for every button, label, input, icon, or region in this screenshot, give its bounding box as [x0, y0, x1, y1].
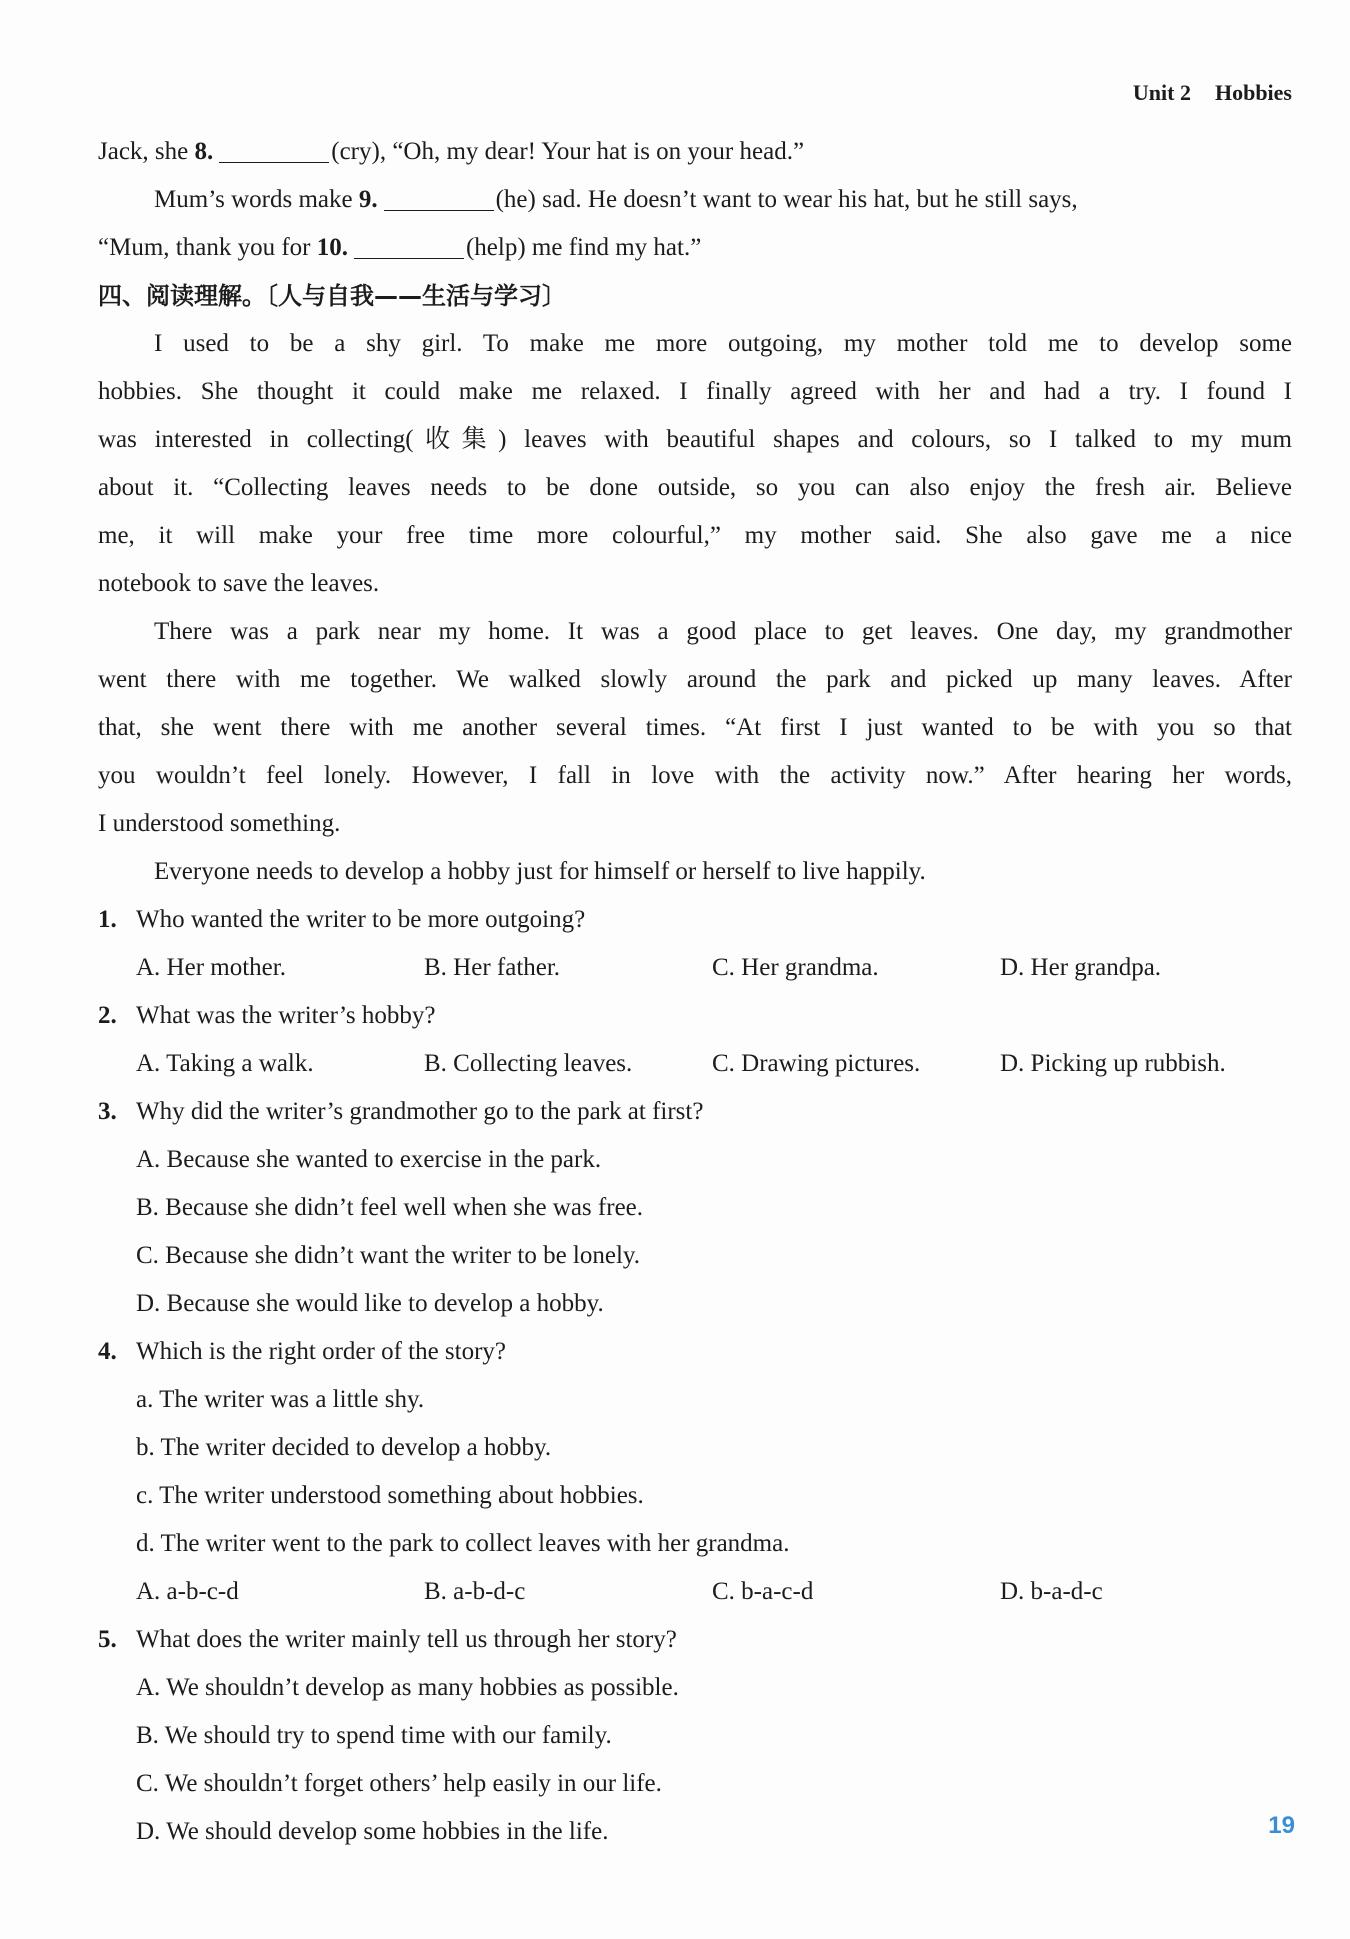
page-header [1133, 80, 1292, 106]
passage-line: about it. “Collecting leaves needs to be done outside, so you can also enjoy the fresh air. Believe [98, 474, 1292, 501]
option-c[interactable]: C. b-a-c-d [712, 1578, 814, 1605]
option-d[interactable]: D. Picking up rubbish. [1000, 1050, 1226, 1077]
option-a[interactable]: A. We shouldn’t develop as many hobbies as possible. [136, 1674, 679, 1701]
question-2-options [98, 1040, 1292, 1088]
option-b[interactable]: B. Because she didn’t feel well when she was free. [136, 1194, 644, 1221]
option-b[interactable]: B. a-b-d-c [424, 1578, 526, 1605]
passage-line: notebook to save the leaves. [98, 570, 380, 597]
cloze-text: (he) sad. He doesn’t want to wear his hat, but he still says, [495, 186, 1078, 213]
blank-number: 8. [194, 138, 214, 165]
option-b[interactable]: B. Collecting leaves. [424, 1050, 633, 1077]
cloze-text: (help) me find my hat.” [465, 234, 702, 261]
question-text: What was the writer’s hobby? [136, 1002, 436, 1029]
option-a[interactable]: A. Taking a walk. [136, 1050, 314, 1077]
passage-line: hobbies. She thought it could make me relaxed. I finally agreed with her and had a try. I found I [98, 378, 1292, 405]
option-b[interactable]: B. We should try to spend time with our family. [136, 1722, 612, 1749]
event-d: d. The writer went to the park to collect leaves with her grandma. [136, 1530, 790, 1557]
passage-line: There was a park near my home. It was a good place to get leaves. One day, my grandmother [154, 618, 1292, 645]
option-a[interactable]: A. a-b-c-d [136, 1578, 239, 1605]
page-number: 19 [1268, 1812, 1295, 1839]
question-1-options [98, 944, 1292, 992]
passage-line: that, she went there with me another several times. “At first I just wanted to be with you so that [98, 714, 1292, 741]
option-d[interactable]: D. Her grandpa. [1000, 954, 1162, 981]
event-a: a. The writer was a little shy. [136, 1386, 425, 1413]
cloze-text: Mum’s words make [154, 186, 359, 213]
cloze-text: Jack, she [98, 138, 195, 165]
blank-number: 9. [358, 186, 378, 213]
question-text: Why did the writer’s grandmother go to the park at first? [136, 1098, 704, 1125]
option-d[interactable]: D. b-a-d-c [1000, 1578, 1103, 1605]
question-4 [98, 1328, 1292, 1376]
cloze-line [98, 128, 1292, 176]
question-number: 4. [98, 1338, 117, 1365]
question-text: Which is the right order of the story? [136, 1338, 507, 1365]
question-5 [98, 1616, 1292, 1664]
question-4-options [98, 1568, 1292, 1616]
section-title: 四、阅读理解。〔人与自我——生活与学习〕 [98, 282, 566, 310]
event-c: c. The writer understood something about hobbies. [136, 1482, 644, 1509]
passage-line: was interested in collecting(收集) leaves with beautiful shapes and colours, so I talked to my mum [98, 426, 1292, 453]
option-d[interactable]: D. Because she would like to develop a hobby. [136, 1290, 604, 1317]
event-b: b. The writer decided to develop a hobby. [136, 1434, 552, 1461]
blank-number: 10. [316, 234, 348, 261]
passage-line: Everyone needs to develop a hobby just for himself or herself to live happily. [154, 858, 926, 885]
cloze-line [98, 176, 1292, 224]
option-b[interactable]: B. Her father. [424, 954, 561, 981]
option-d[interactable]: D. We should develop some hobbies in the life. [136, 1818, 609, 1845]
answer-blank[interactable] [354, 230, 464, 259]
question-text: What does the writer mainly tell us through her story? [136, 1626, 677, 1653]
question-number: 5. [98, 1626, 117, 1653]
answer-blank[interactable] [384, 182, 494, 211]
cloze-text: (cry), “Oh, my dear! Your hat is on your head.” [331, 138, 805, 165]
option-c[interactable]: C. Drawing pictures. [712, 1050, 921, 1077]
passage-line: I used to be a shy girl. To make me more outgoing, my mother told me to develop some [154, 330, 1292, 357]
option-c[interactable]: C. Because she didn’t want the writer to be lonely. [136, 1242, 641, 1269]
question-3 [98, 1088, 1292, 1136]
cloze-text: “Mum, thank you for [98, 234, 317, 261]
question-number: 2. [98, 1002, 117, 1029]
option-c[interactable]: C. Her grandma. [712, 954, 879, 981]
question-number: 3. [98, 1098, 117, 1125]
option-c[interactable]: C. We shouldn’t forget others’ help easily in our life. [136, 1770, 662, 1797]
passage-line: went there with me together. We walked slowly around the park and picked up many leaves. After [98, 666, 1292, 693]
passage-line: me, it will make your free time more colourful,” my mother said. She also gave me a nice [98, 522, 1292, 549]
option-a[interactable]: A. Her mother. [136, 954, 286, 981]
question-2 [98, 992, 1292, 1040]
unit-title: Hobbies [1214, 80, 1292, 105]
passage-line: you wouldn’t feel lonely. However, I fall in love with the activity now.” After hearing her words, [98, 762, 1292, 789]
cloze-line [98, 224, 1292, 272]
page-content [98, 128, 1292, 1856]
passage-line: I understood something. [98, 810, 341, 837]
option-a[interactable]: A. Because she wanted to exercise in the park. [136, 1146, 602, 1173]
unit-label: Unit 2 [1132, 80, 1191, 105]
question-text: Who wanted the writer to be more outgoing? [136, 906, 586, 933]
question-1 [98, 896, 1292, 944]
question-number: 1. [98, 906, 117, 933]
answer-blank[interactable] [219, 134, 329, 163]
